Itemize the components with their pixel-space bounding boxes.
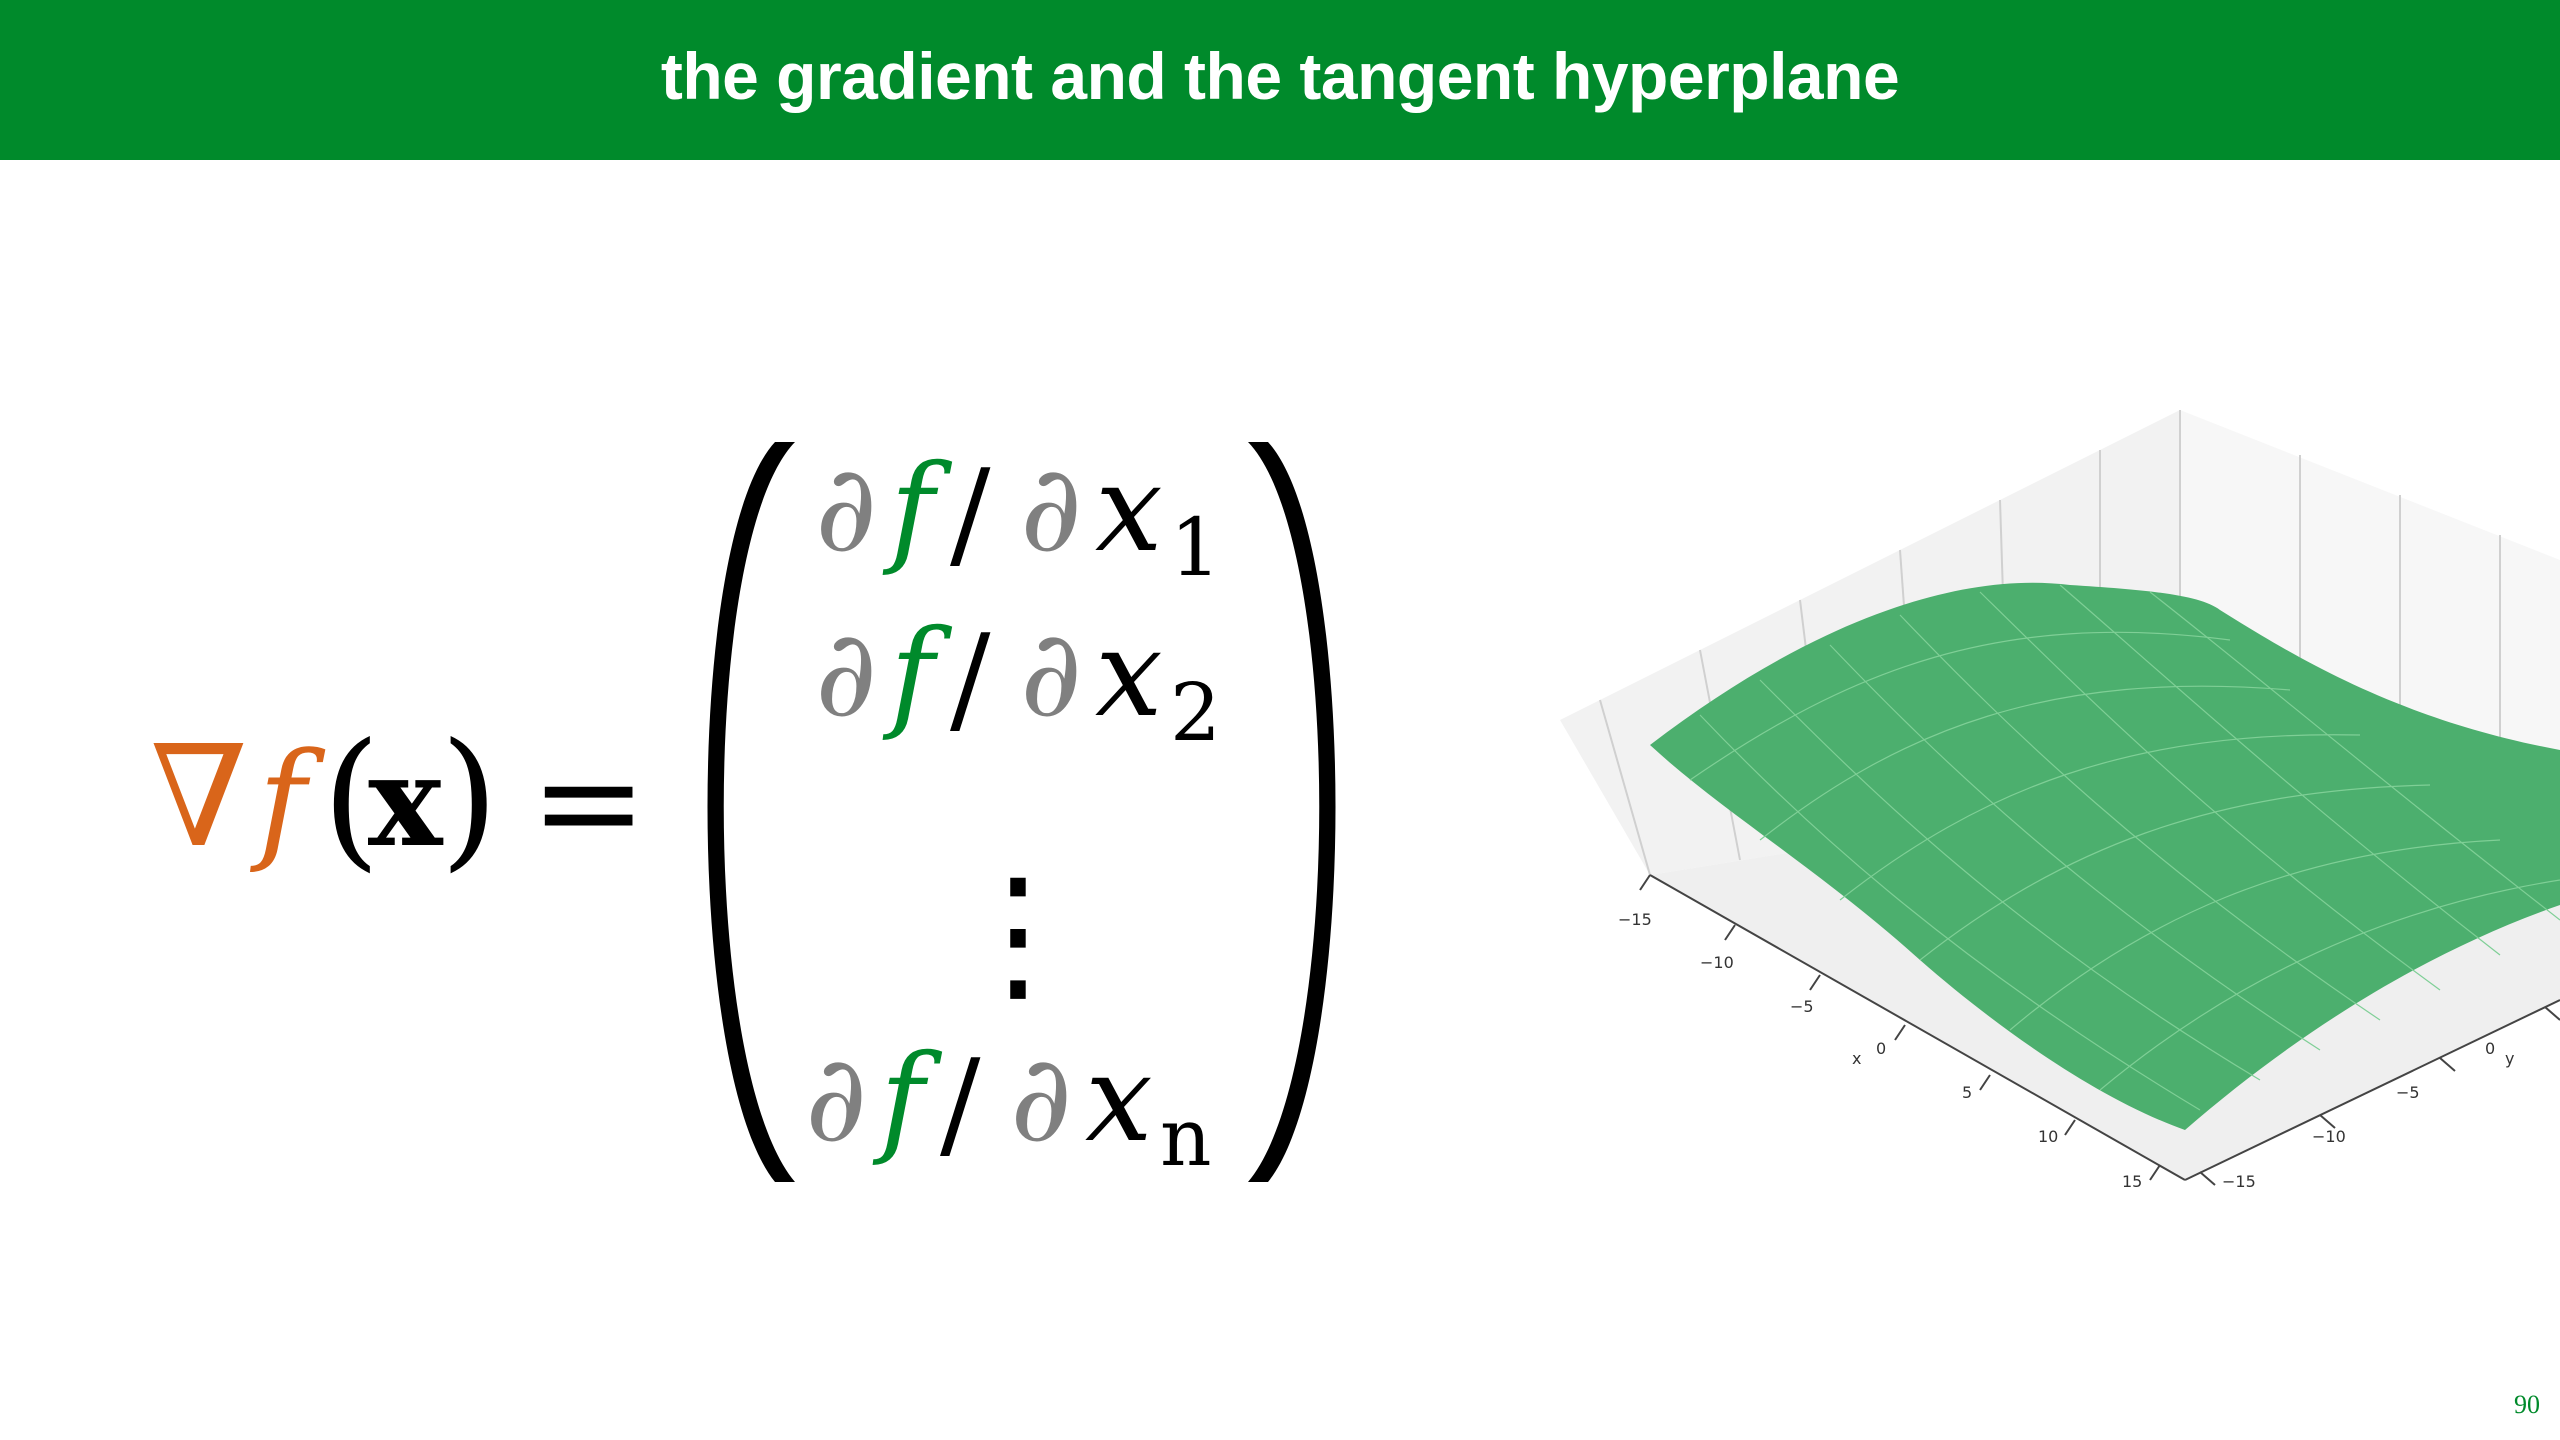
nabla-symbol: ∇ xyxy=(150,716,248,879)
entry-n-x: x xyxy=(1085,1030,1153,1169)
entry-n-partial-top: ∂ xyxy=(805,1030,868,1169)
f-symbol: f xyxy=(258,724,307,876)
entry-2 xyxy=(815,605,1221,759)
surface-plot-3d xyxy=(1500,380,2560,1220)
x-tick-label: 0 xyxy=(1876,1039,1887,1058)
entry-2-slash: / xyxy=(950,610,991,749)
entry-1 xyxy=(815,440,1221,594)
entry-1-x: x xyxy=(1095,440,1163,579)
entry-2-partial-bottom: ∂ xyxy=(1020,605,1083,744)
y-tick-label: −10 xyxy=(2312,1127,2346,1146)
entry-n-subscript: n xyxy=(1160,1091,1212,1184)
entry-1-partial-top: ∂ xyxy=(815,440,878,579)
page-number: 90 xyxy=(2514,1390,2540,1419)
close-paren: ) xyxy=(440,712,499,886)
entry-n xyxy=(805,1030,1212,1184)
entry-1-subscript: 1 xyxy=(1170,501,1221,594)
x-axis-label: x xyxy=(1852,1049,1862,1068)
x-vector: x xyxy=(368,729,443,875)
entry-1-slash: / xyxy=(950,445,991,584)
x-tick-label: 10 xyxy=(2038,1127,2059,1146)
equals-sign: = xyxy=(530,721,648,884)
entry-n-f: f xyxy=(880,1030,925,1169)
entry-1-f: f xyxy=(890,440,935,579)
x-tick-label: −5 xyxy=(1790,997,1814,1016)
x-tick-label: 5 xyxy=(1962,1083,1973,1102)
open-paren: ( xyxy=(322,712,381,886)
x-tick-label: −10 xyxy=(1700,953,1734,972)
entry-n-slash: / xyxy=(940,1035,981,1174)
entry-1-partial-bottom: ∂ xyxy=(1020,440,1083,579)
x-tick-label: 15 xyxy=(2122,1172,2143,1191)
entry-2-subscript: 2 xyxy=(1170,666,1221,759)
y-tick-label: −15 xyxy=(2222,1172,2256,1191)
entry-2-f: f xyxy=(890,605,935,744)
y-tick-label: −5 xyxy=(2396,1083,2420,1102)
entry-2-x: x xyxy=(1095,605,1163,744)
slide-title: the gradient and the tangent hyperplane xyxy=(660,39,1900,113)
entry-n-partial-bottom: ∂ xyxy=(1010,1030,1073,1169)
entry-2-partial-top: ∂ xyxy=(815,605,878,744)
vertical-dots: ⋮ xyxy=(943,847,1093,1021)
x-tick-label: −15 xyxy=(1618,910,1652,929)
y-tick-label: 0 xyxy=(2485,1039,2496,1058)
matrix-right-paren xyxy=(1248,442,1336,1182)
matrix-left-paren xyxy=(708,442,796,1182)
y-axis-label: y xyxy=(2505,1049,2515,1068)
